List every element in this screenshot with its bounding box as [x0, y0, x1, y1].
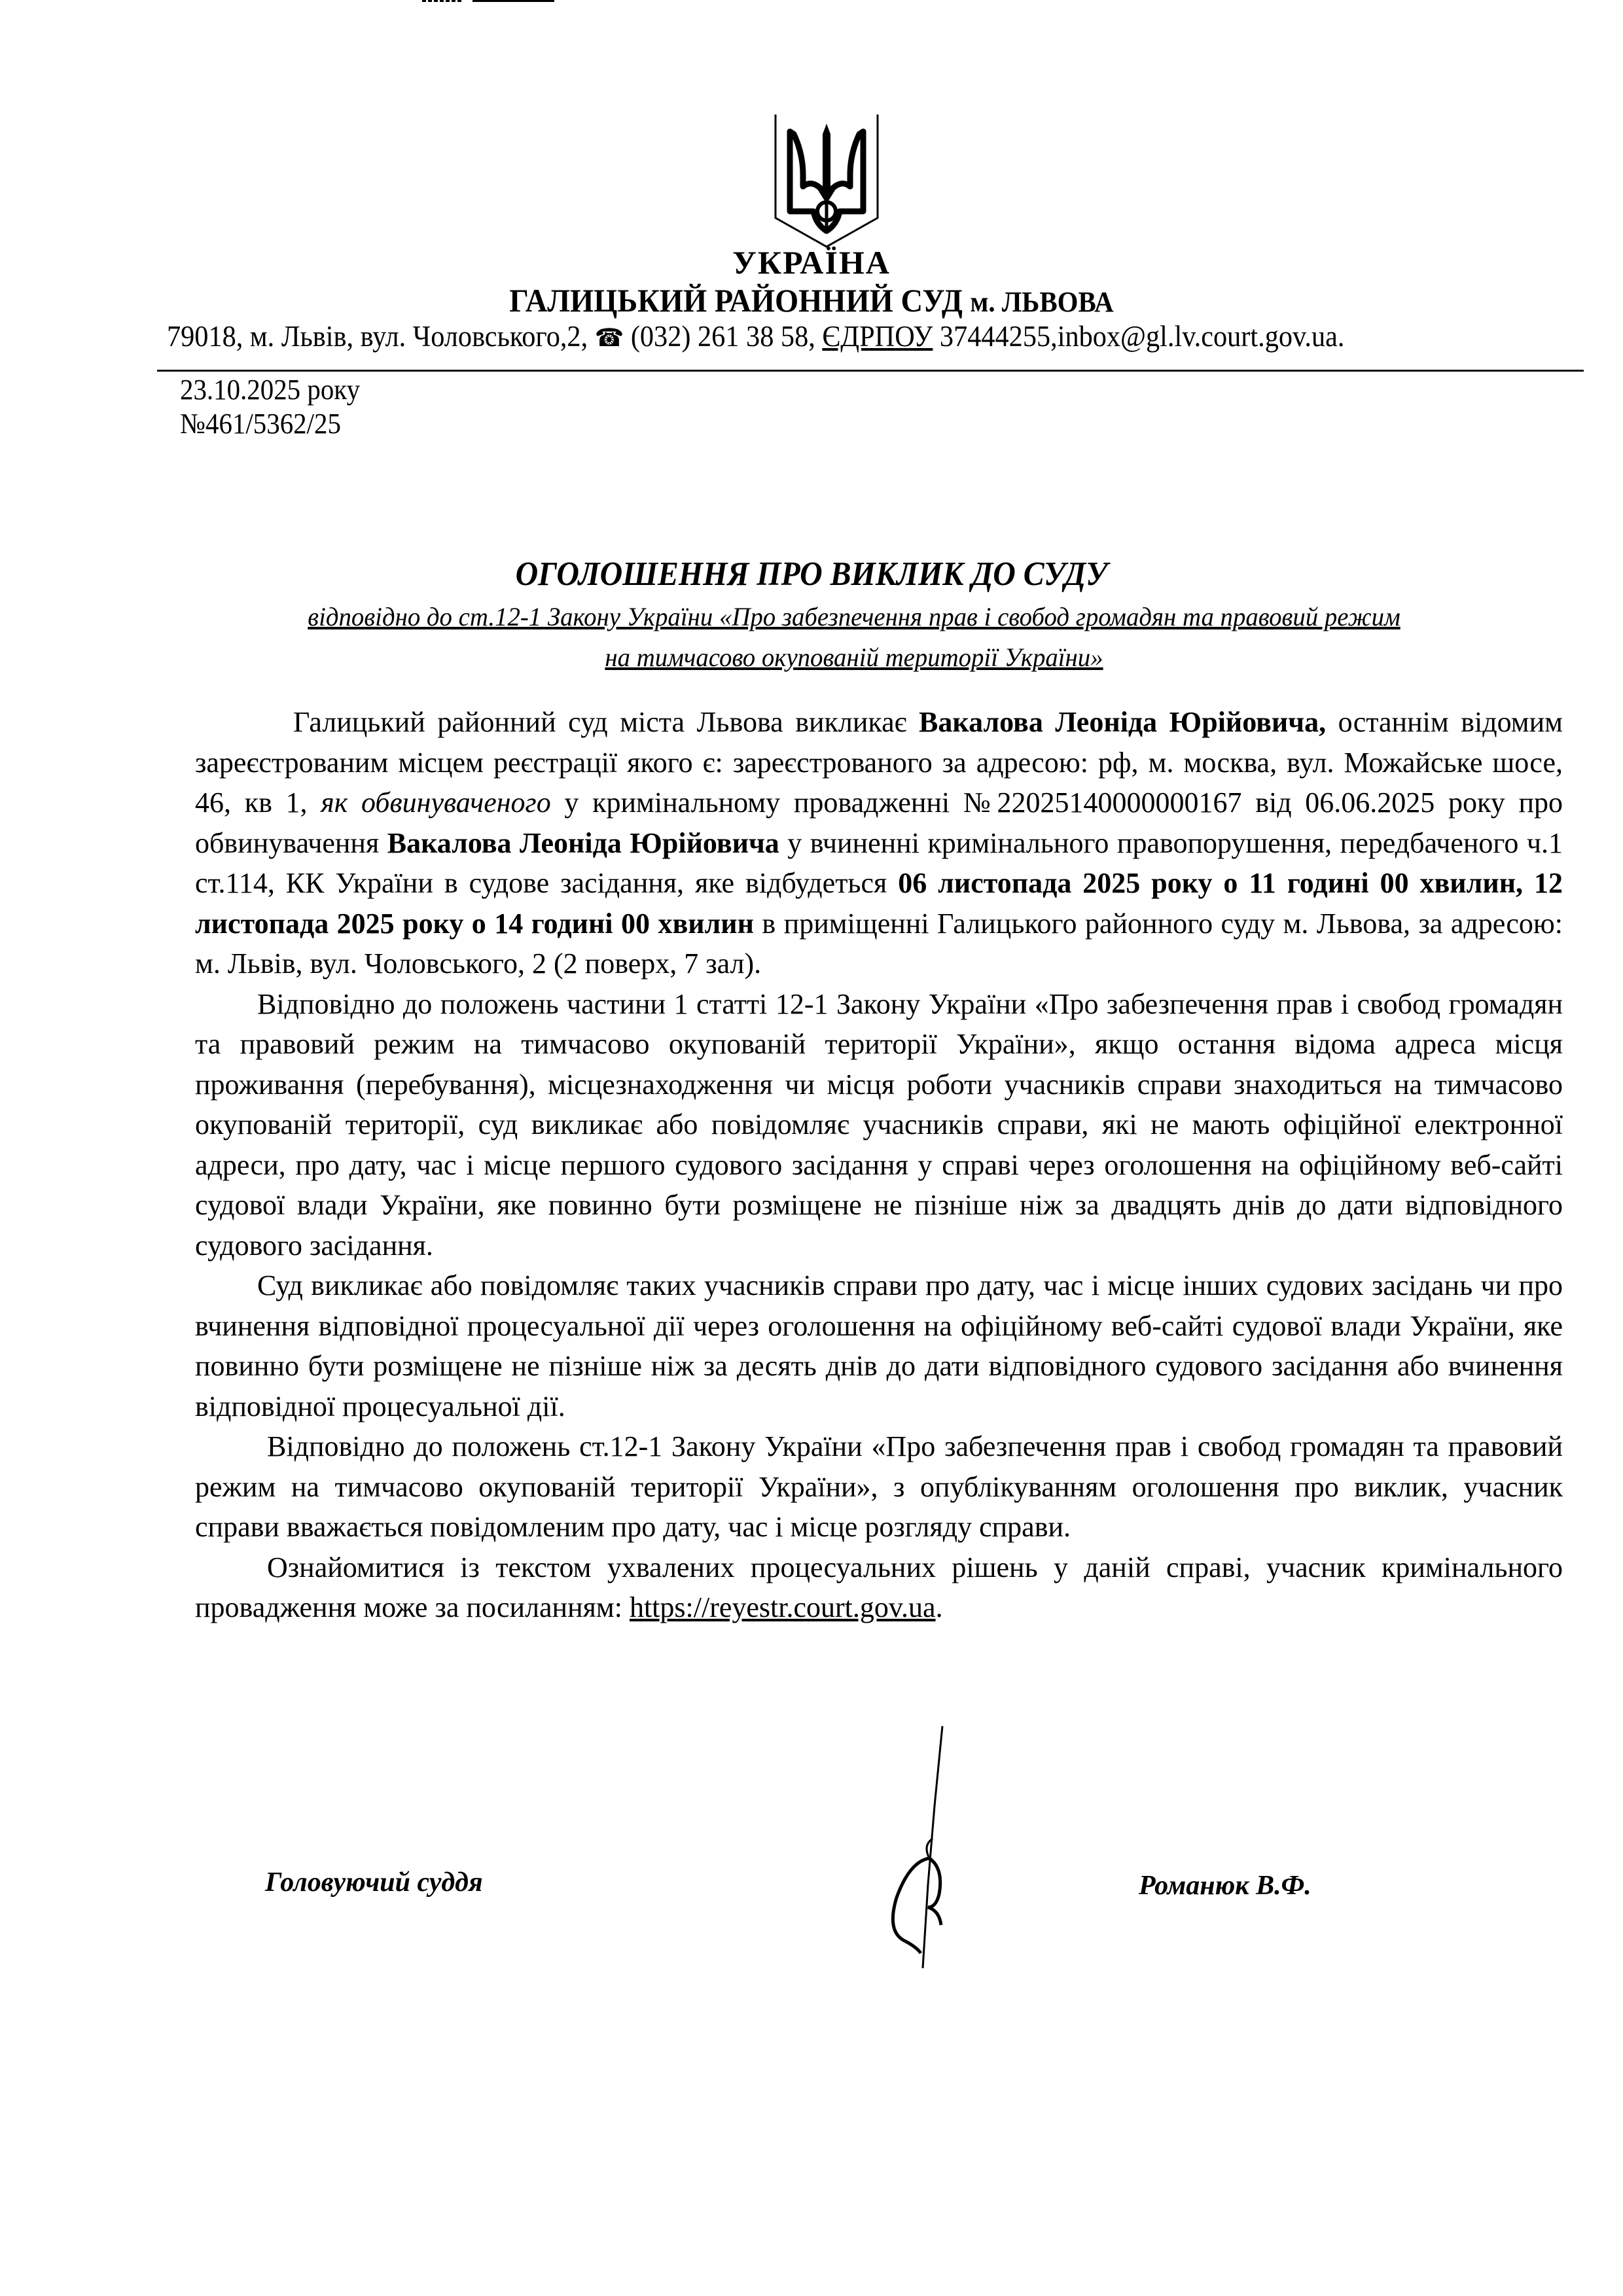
text: Галицький районний суд міста Львова викликає [293, 706, 919, 738]
court-contact-line [167, 319, 1477, 353]
handwritten-signature-icon [831, 1721, 1001, 1969]
document-subtitle [223, 597, 1486, 678]
header-divider [157, 370, 1584, 372]
defendant-name: Вакалова Леоніда Юрійовича [387, 826, 779, 859]
paragraph-summons [195, 702, 1563, 984]
text: . [935, 1591, 943, 1623]
paragraph-notification: Суд викликає або повідомляє таких учасників справи про дату, час і місце інших судових засідань чи про вчинення відповідної процесуальної дії через оголошення на офіційному веб-сайті судової влади України, яке повинно бути розміщене не пізніше ніж за десять днів до дати відповідного судового засідання або вчинення відповідної процесуальної дії. [195, 1269, 1563, 1422]
paragraph-publication: Відповідно до положень ст.12-1 Закону України «Про забезпечення прав і свобод громадян та правовий режим на тимчасово окупованій території України», з опублікуванням оголошення про виклик, учасник справи вважається повідомленим про дату, час і місце розгляду справи. [195, 1430, 1563, 1543]
registry-link[interactable]: https://reyestr.court.gov.ua [629, 1591, 936, 1623]
court-name-heading [57, 281, 1566, 319]
court-address: 79018, м. Львів, вул. Чоловського,2, [167, 320, 588, 353]
document-body [195, 702, 1563, 1628]
subtitle-line-2: на тимчасово окупованій території України» [605, 643, 1103, 672]
document-date: 23.10.2025 року [180, 374, 361, 406]
text: в приміщенні Галицького районного суду м. Львова, за адресою: м. Львів, вул. Чоловського, 2 (2 поверх, 7 зал). [195, 907, 1563, 980]
trident-coat-of-arms-icon [774, 115, 879, 249]
text: Ознайомитися із текстом ухвалених процесуальних рішень у даній справі, учасник кримінального провадження може за посиланням: [195, 1551, 1563, 1623]
country-heading: УКРАЇНА [732, 244, 891, 281]
document-number: №461/5362/25 [180, 408, 341, 440]
text: у вчиненні кримінального правопорушення, передбаченого ч.1 ст.114, КК України в судове засідання, яке відбудеться [195, 826, 1563, 899]
text: у кримінальному провадженні №22025140000000167 від 06.06.2025 року про обвинувачення [195, 786, 1563, 859]
subtitle-line-1: відповідно до ст.12-1 Закону України «Про забезпечення прав і свобод громадян та правовий режим [308, 602, 1400, 631]
edrpou-label: ЄДРПОУ [822, 320, 933, 353]
paragraph-legal-basis: Відповідно до положень частини 1 статті 12-1 Закону України «Про забезпечення прав і свобод громадян та правовий режим на тимчасово окупованій території України», якщо остання відома адреса місця проживання (перебування), місцезнаходження чи місця роботи учасників справи знаходиться на тимчасово окупованій території, суд викликає або повідомляє учасників справи, які не мають офіційної електронної адреси, про дату, час і місце першого судового засідання у справі через оголошення на офіційному веб-сайті судової влади України, яке повинно бути розміщене не пізніше ніж за двадцять днів до дати відповідного судового засідання. [195, 987, 1563, 1262]
paragraph-registry-link [195, 1547, 1563, 1628]
court-phone: (032) 261 38 58, [630, 320, 815, 353]
scan-artifact [473, 0, 554, 2]
judge-name: Романюк В.Ф. [1139, 1871, 1311, 1901]
defendant-name: Вакалова Леоніда Юрійовича, [919, 706, 1327, 738]
hearing-dates: 06 листопада 2025 року о 11 годині 00 хвилин, 12 листопада 2025 року о 14 годині 00 хвилин [195, 867, 1563, 940]
document-title: ОГОЛОШЕННЯ ПРО ВИКЛИК ДО СУДУ [515, 556, 1108, 593]
court-city: м. ЛЬВОВА [970, 286, 1114, 318]
court-edrpou-email: 37444255,inbox@gl.lv.court.gov.ua. [939, 320, 1345, 353]
defendant-role: як обвинуваченого [321, 786, 551, 819]
telephone-icon: ☎ [594, 325, 624, 352]
scan-artifact [422, 0, 461, 2]
text: останнім відомим зареєстрованим місцем реєстрації якого є: зареєстрованого за адресою: рф, м. москва, вул. Можайське шосе, 46, кв 1, [195, 706, 1563, 819]
court-name: ГАЛИЦЬКИЙ РАЙОННИЙ СУД [509, 282, 963, 319]
judge-position: Головуючий суддя [265, 1867, 483, 1898]
